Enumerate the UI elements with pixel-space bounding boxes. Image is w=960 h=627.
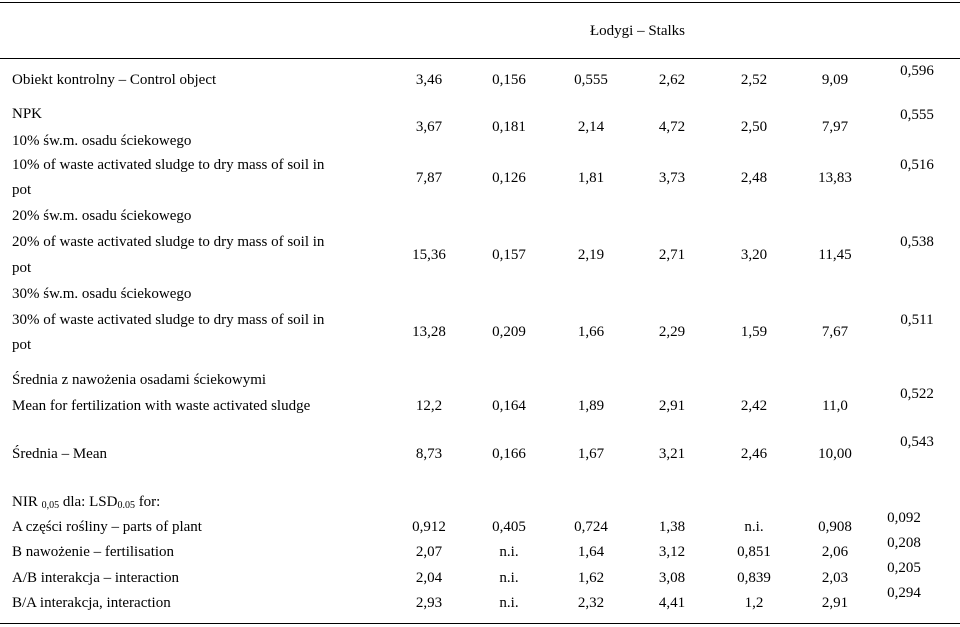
table-cell: 2,46 [740,446,768,462]
table-cell: 0,596 [900,63,934,79]
table-cell: 7,97 [821,119,849,135]
nir-cell: 0,092 [887,510,921,526]
table-cell: 2,29 [658,324,686,340]
table-cell: 0,538 [900,234,934,250]
table-cell: 11,45 [818,247,852,263]
table-cell: 0,164 [492,398,526,414]
nir-title-sub2: 0.05 [117,500,135,511]
nir-cell: 2,06 [821,544,849,560]
row-label: Obiekt kontrolny – Control object [12,72,217,88]
row-label: 20% św.m. osadu ściekowego [12,208,192,224]
nir-title-suffix: for: [134,494,161,510]
nir-cell: 2,91 [821,595,849,611]
table-cell: 1,59 [740,324,768,340]
row-label: NPK [12,106,43,122]
table-cell: 2,71 [658,247,686,263]
nir-title-prefix: NIR [12,494,42,510]
nir-cell: 1,64 [577,544,605,560]
nir-cell: 4,41 [658,595,686,611]
nir-row-label: A/B interakcja – interaction [12,570,180,586]
table-cell: 8,73 [415,446,443,462]
nir-cell: 0,294 [887,585,921,601]
table-cell: 0,543 [900,434,934,450]
nir-cell: 1,38 [658,519,686,535]
table-cell: 2,50 [740,119,768,135]
nir-cell: n.i. [499,570,519,586]
row-label: Średnia z nawożenia osadami ściekowymi [12,372,267,388]
table-cell: 15,36 [412,247,446,263]
table-cell: 2,48 [740,170,768,186]
table-cell: 4,72 [658,119,686,135]
row-label: Średnia – Mean [12,446,107,462]
table-cell: 0,522 [900,386,934,402]
row-label: 10% of waste activated sludge to dry mass of soil in [12,157,325,173]
nir-cell: n.i. [499,544,519,560]
bottom-rule [0,623,960,624]
table-cell: 2,91 [658,398,686,414]
row-label: pot [12,182,32,198]
table-cell: 2,52 [740,72,768,88]
row-label: 30% św.m. osadu ściekowego [12,286,192,302]
table-cell: 3,67 [415,119,443,135]
table-cell: 0,166 [492,446,526,462]
nir-cell: 1,62 [577,570,605,586]
nir-cell: 2,03 [821,570,849,586]
table-cell: 7,67 [821,324,849,340]
nir-cell: n.i. [744,519,764,535]
row-label: pot [12,260,32,276]
table-cell: 1,81 [577,170,605,186]
nir-cell: 0,205 [887,560,921,576]
table-cell: 3,20 [740,247,768,263]
table-cell: 9,09 [821,72,849,88]
table-cell: 0,156 [492,72,526,88]
table-cell: 0,555 [900,107,934,123]
nir-cell: 0,851 [737,544,771,560]
table-cell: 13,83 [818,170,852,186]
nir-cell: 1,2 [744,595,764,611]
table-cell: 1,66 [577,324,605,340]
table-cell: 13,28 [412,324,446,340]
table-cell: 0,555 [574,72,608,88]
row-label: 10% św.m. osadu ściekowego [12,133,192,149]
nir-row-label: B/A interakcja, interaction [12,595,171,611]
nir-title-sub1: 0,05 [41,500,60,511]
nir-title [12,494,160,514]
table-cell: 0,157 [492,247,526,263]
table-cell: 2,19 [577,247,605,263]
table-cell: 3,21 [658,446,686,462]
nir-cell: 2,07 [415,544,443,560]
table-cell: 0,181 [492,119,526,135]
nir-cell: 3,12 [658,544,686,560]
nir-cell: 0,912 [412,519,446,535]
table-cell: 11,0 [822,398,848,414]
nir-cell: n.i. [499,595,519,611]
table-cell: 1,89 [577,398,605,414]
table-cell: 2,14 [577,119,605,135]
nir-title-mid: dla: LSD [59,494,118,510]
table-cell: 7,87 [415,170,443,186]
table-cell: 1,67 [577,446,605,462]
table-cell: 10,00 [818,446,852,462]
row-label: pot [12,337,32,353]
nir-cell: 0,405 [492,519,526,535]
row-label: 20% of waste activated sludge to dry mass of soil in [12,234,325,250]
nir-cell: 0,208 [887,535,921,551]
table-cell: 0,511 [900,312,934,328]
row-label: Mean for fertilization with waste activated sludge [12,398,311,414]
table-cell: 0,209 [492,324,526,340]
nir-cell: 3,08 [658,570,686,586]
table-cell: 3,46 [415,72,443,88]
nir-cell: 0,724 [574,519,608,535]
nir-cell: 0,908 [818,519,852,535]
header-rule [0,58,960,59]
nir-cell: 2,04 [415,570,443,586]
row-label: 30% of waste activated sludge to dry mass of soil in [12,312,325,328]
table-cell: 3,73 [658,170,686,186]
column-group-title: Łodygi – Stalks [590,23,686,39]
table-cell: 2,42 [740,398,768,414]
table-cell: 12,2 [415,398,443,414]
nir-row-label: A części rośliny – parts of plant [12,519,202,535]
nir-row-label: B nawożenie – fertilisation [12,544,175,560]
table-cell: 0,126 [492,170,526,186]
nir-cell: 2,93 [415,595,443,611]
table-cell: 2,62 [658,72,686,88]
nir-cell: 0,839 [737,570,771,586]
table-cell: 0,516 [900,157,934,173]
nir-cell: 2,32 [577,595,605,611]
top-rule [0,2,960,3]
